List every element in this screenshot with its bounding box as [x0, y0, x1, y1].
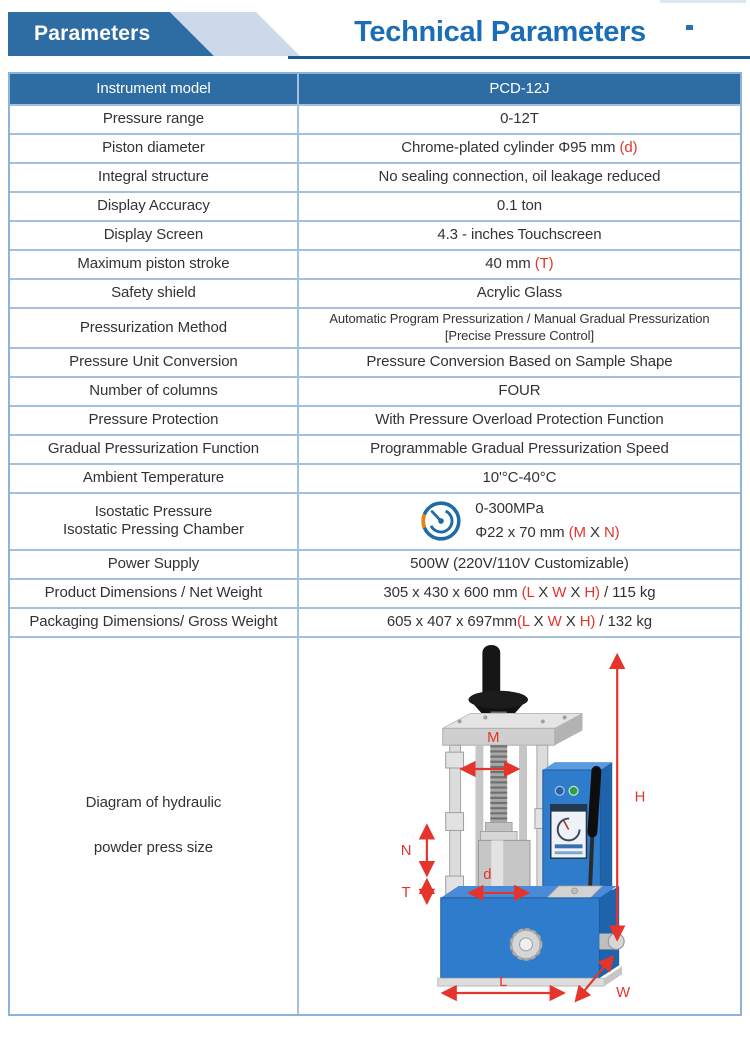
dim-label-n: N: [400, 843, 412, 860]
row-value: Pressure Conversion Based on Sample Shape: [297, 349, 740, 376]
row-value: FOUR: [297, 378, 740, 405]
row-label: Maximum piston stroke: [77, 255, 230, 273]
table-row-diagram: [10, 636, 740, 1014]
dim-label-h: H: [634, 789, 646, 806]
dim-label-m: M: [487, 730, 500, 747]
row-value: 4.3 - inches Touchscreen: [297, 222, 740, 249]
table-row: [10, 191, 740, 220]
table-row: [10, 405, 740, 434]
press-base: [438, 886, 624, 986]
press-pump-body: [543, 762, 612, 906]
isostatic-pressure-range: 0-300MPa: [475, 500, 544, 518]
table-row: [10, 249, 740, 278]
table-row: [10, 578, 740, 607]
table-row: [10, 278, 740, 307]
screenshot-artifact: [660, 0, 746, 3]
row-label: Power Supply: [107, 554, 200, 572]
row-label: Integral structure: [98, 168, 209, 186]
row-value: 500W (220V/110V Customizable): [297, 551, 740, 578]
table-row: [10, 104, 740, 133]
banner-label: Parameters: [34, 22, 151, 45]
row-label: Pressurization Method: [79, 318, 227, 336]
row-value: 305 x 430 x 600 mm (L X W X H) / 115 kg: [297, 580, 740, 607]
press-top-plate: [443, 713, 583, 745]
dim-label-w: W: [616, 984, 630, 1001]
press-handle-icon: [468, 645, 527, 717]
screenshot-artifact: [686, 25, 693, 30]
table-row: [10, 376, 740, 405]
row-value: Chrome-plated cylinder Φ95 mm (d): [297, 135, 740, 162]
row-label: Isostatic Pressure Isostatic Pressing Chamber: [63, 502, 244, 539]
row-value: 40 mm (T): [297, 251, 740, 278]
hydraulic-press-diagram: [299, 638, 740, 1014]
header-underline: [288, 56, 750, 59]
table-row: [10, 162, 740, 191]
isostatic-values: [475, 500, 619, 543]
row-label: Product Dimensions / Net Weight: [44, 583, 263, 601]
table-header-row: [10, 74, 740, 104]
parameters-table: [8, 72, 742, 1016]
table-row: [10, 463, 740, 492]
row-label: Pressure range: [102, 110, 205, 128]
row-value: With Pressure Overload Protection Function: [297, 407, 740, 434]
table-row: [10, 133, 740, 162]
pressure-gauge-icon: [419, 499, 463, 543]
table-row: [10, 434, 740, 463]
header-row-label: Instrument model: [96, 79, 211, 97]
dim-label-t: T: [401, 884, 411, 901]
row-label: Display Screen: [103, 226, 204, 244]
row-value: Acrylic Glass: [297, 280, 740, 307]
table-row: [10, 607, 740, 636]
row-value: Automatic Program Pressurization / Manual Gradual Pressurization [Precise Pressure Control]: [297, 309, 740, 347]
row-value: 0-12T: [297, 106, 740, 133]
table-row: [10, 220, 740, 249]
press-diagram: [297, 638, 740, 1014]
row-value: 605 x 407 x 697mm(L X W X H) / 132 kg: [297, 609, 740, 636]
table-row: [10, 347, 740, 376]
isostatic-chamber-size: Φ22 x 70 mm (M X N): [475, 523, 620, 541]
table-row: [10, 549, 740, 578]
row-label: Pressure Protection: [88, 410, 219, 428]
table-row: [10, 307, 740, 347]
row-label: Display Accuracy: [97, 197, 210, 215]
dim-label-l: L: [498, 973, 508, 990]
row-label: Number of columns: [89, 381, 218, 399]
row-value: 10'°C-40°C: [297, 465, 740, 492]
row-value: Programmable Gradual Pressurization Speed: [297, 436, 740, 463]
page-title: Technical Parameters: [354, 16, 646, 48]
row-label: Pressure Unit Conversion: [69, 352, 238, 370]
dim-label-d: d: [483, 866, 492, 883]
row-label: Diagram of hydraulic powder press size: [85, 794, 222, 856]
header-row-value: PCD-12J: [297, 74, 740, 104]
row-value: No sealing connection, oil leakage reduced: [297, 164, 740, 191]
row-value: 0.1 ton: [297, 193, 740, 220]
row-label: Ambient Temperature: [82, 468, 225, 486]
table-row-isostatic: [10, 492, 740, 549]
row-label: Piston diameter: [102, 139, 205, 157]
row-label: Safety shield: [111, 284, 196, 302]
row-label: Packaging Dimensions/ Gross Weight: [29, 612, 278, 630]
row-value: [297, 494, 740, 549]
row-label: Gradual Pressurization Function: [47, 439, 260, 457]
